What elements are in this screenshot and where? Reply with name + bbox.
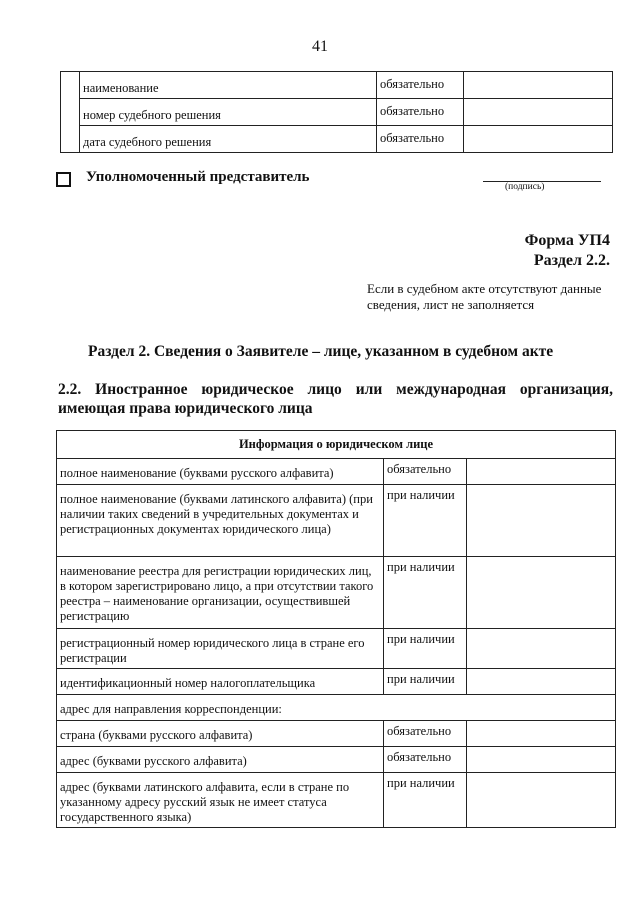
row-label: дата судебного решения: [80, 126, 377, 153]
value-cell[interactable]: [467, 557, 616, 629]
row-label: номер судебного решения: [80, 99, 377, 126]
row-requirement: обязательно: [377, 99, 464, 126]
table-row: [57, 459, 616, 485]
row-requirement: при наличии: [384, 629, 467, 669]
row-requirement: обязательно: [384, 747, 467, 773]
row-label: страна (буквами русского алфавита): [57, 721, 384, 747]
row-requirement: при наличии: [384, 773, 467, 828]
row-label: идентификационный номер налогоплательщика: [57, 669, 384, 695]
row-label: адрес (буквами русского алфавита): [57, 747, 384, 773]
row-label: наименование: [80, 72, 377, 99]
value-cell[interactable]: [467, 721, 616, 747]
table-row: [61, 126, 613, 153]
section-heading: Раздел 2. Сведения о Заявителе – лице, указанном в судебном акте: [88, 343, 554, 360]
signature-caption: (подпись): [505, 182, 545, 192]
table-row: [57, 557, 616, 629]
value-cell[interactable]: [467, 485, 616, 557]
table-row: [57, 669, 616, 695]
form-title: Форма УП4: [524, 232, 610, 249]
row-requirement: обязательно: [377, 126, 464, 153]
sub-heading: 2.2. Иностранное юридическое лицо или международная организация, имеющая права юридического лица: [58, 381, 613, 417]
legal-entity-info-table: [56, 430, 616, 828]
row-requirement: обязательно: [384, 459, 467, 485]
row-requirement: при наличии: [384, 557, 467, 629]
court-decision-table: [60, 71, 613, 153]
row-label: наименование реестра для регистрации юридических лиц, в котором зарегистрировано лицо, а при отсутствии такого реестра – наименование организации, осуществившей регистрацию: [57, 557, 384, 629]
form-header: [525, 231, 610, 271]
table-header: Информация о юридическом лице: [57, 431, 616, 459]
value-cell[interactable]: [467, 669, 616, 695]
value-cell[interactable]: [464, 72, 613, 99]
value-cell[interactable]: [464, 126, 613, 153]
value-cell[interactable]: [467, 629, 616, 669]
row-requirement: обязательно: [377, 72, 464, 99]
form-note: Если в судебном акте отсутствуют данные сведения, лист не заполняется: [367, 281, 602, 312]
table-row: [61, 99, 613, 126]
row-requirement: при наличии: [384, 485, 467, 557]
value-cell[interactable]: [467, 459, 616, 485]
value-cell[interactable]: [464, 99, 613, 126]
row-label: адрес (буквами латинского алфавита, если в стране по указанному адресу русский язык не имеет статуса государственного языка): [57, 773, 384, 828]
table-row: [57, 721, 616, 747]
value-cell[interactable]: [467, 773, 616, 828]
table-row: [57, 485, 616, 557]
page-number: 41: [312, 38, 328, 55]
row-label: полное наименование (буквами русского алфавита): [57, 459, 384, 485]
table-row: [61, 72, 613, 99]
row-label: полное наименование (буквами латинского алфавита) (при наличии таких сведений в учредительных документах и регистрационных документах юридического лица): [57, 485, 384, 557]
value-cell[interactable]: [467, 747, 616, 773]
row-requirement: обязательно: [384, 721, 467, 747]
table-row: [57, 695, 616, 721]
table-row: [57, 773, 616, 828]
table-row: [57, 747, 616, 773]
row-label: регистрационный номер юридического лица в стране его регистрации: [57, 629, 384, 669]
representative-checkbox[interactable]: [56, 172, 71, 187]
table-indent-cell: [61, 72, 80, 153]
form-section: Раздел 2.2.: [533, 252, 610, 269]
table-row: [57, 629, 616, 669]
representative-label: Уполномоченный представитель: [86, 169, 310, 185]
table-header-row: [57, 431, 616, 459]
row-requirement: при наличии: [384, 669, 467, 695]
row-label: адрес для направления корреспонденции:: [57, 695, 616, 721]
